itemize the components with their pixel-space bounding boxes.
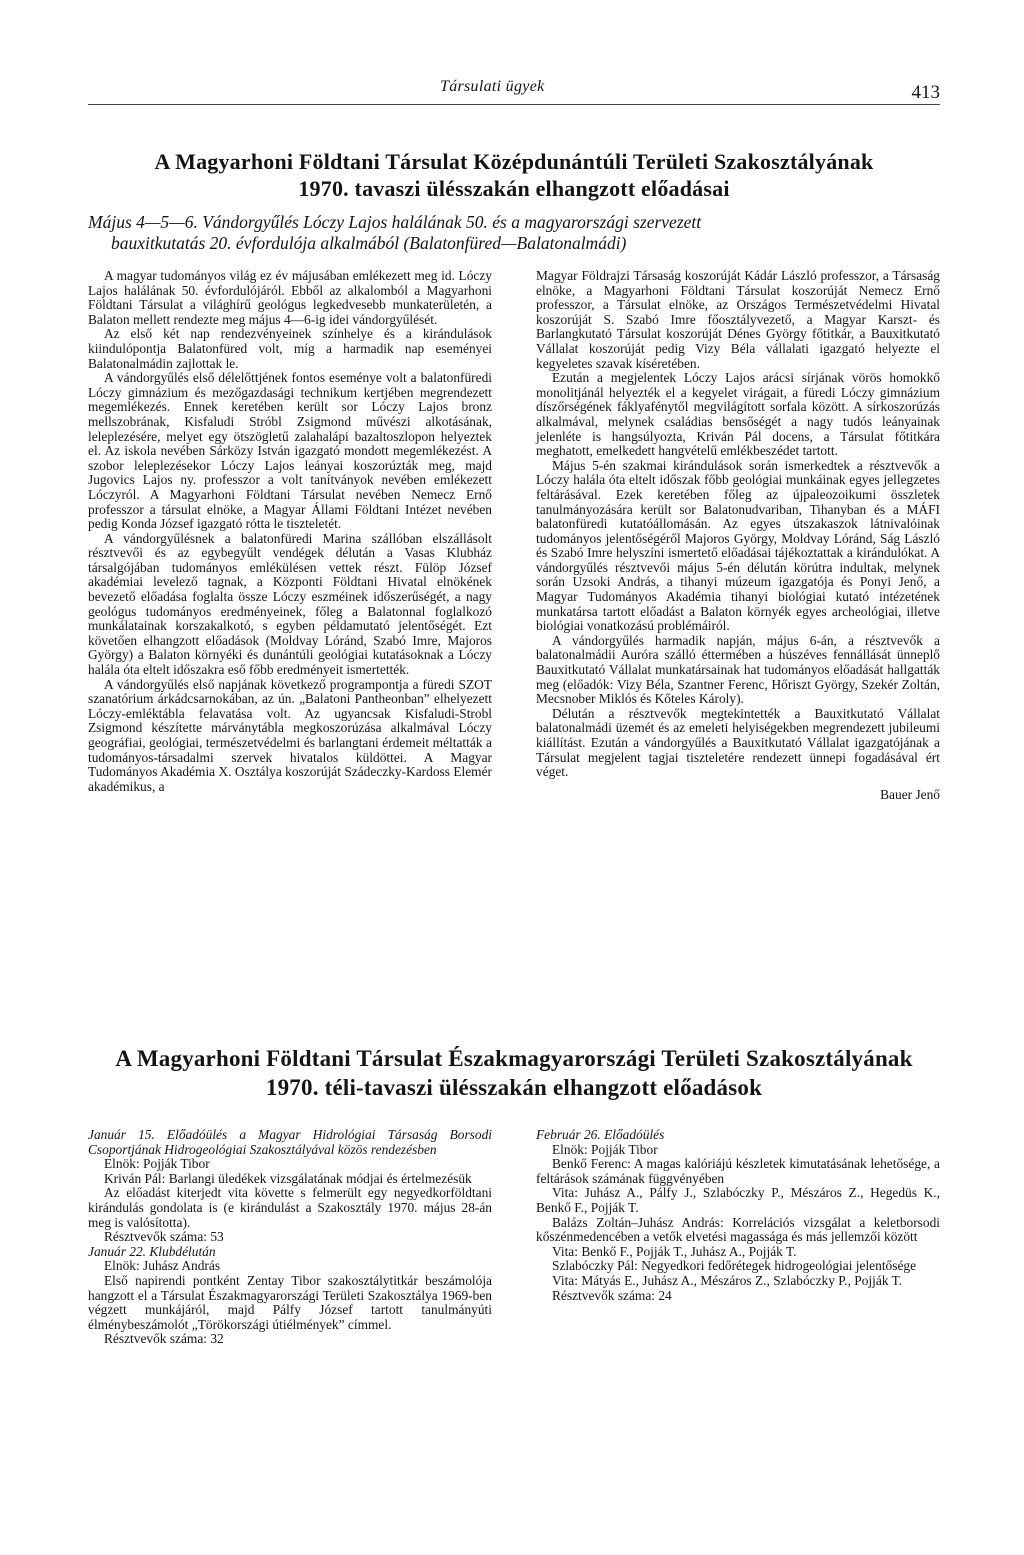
entry-line: Vita: Benkő F., Pojják T., Juhász A., Pojják T. xyxy=(552,1243,797,1259)
section1-title-line2: 1970. tavaszi ülésszakán elhangzott előadásai xyxy=(298,176,730,201)
entry-line: Elnök: Pojják Tibor xyxy=(104,1156,210,1172)
entry-line: Résztvevők száma: 53 xyxy=(104,1229,224,1245)
entry-line: Az előadást kiterjedt vita követte s felmerült egy negyedkorföldtani kirándulás gondolata is (e kirándulást a Szakosztály 1970. május 28-án meg is valósította). xyxy=(88,1185,492,1230)
running-head-title: Társulati ügyek xyxy=(440,78,545,95)
paragraph: Május 5-én szakmai kirándulások során ismerkedtek a résztvevők a Lóczy halála óta eltelt időszak főbb geológiai munkáinak egyes jellegzetes feltárásával. Ezek keretében főleg az újpaleozoikumi összletek tanulmányozására került sor Balatonudvariban, Tihanyban és a MÁFI balatonfüredi kutatóállomásán. Az egyes útszakaszok látnivalóinak tudományos jelentőségéről Majoros György, Moldvay Lóránd, Ság László és Szabó Imre helyszíni ismertető előadásai tájékoztattak a kirándulókat. A vándorgyűlés résztvevői május 5-én délután körútra indultak, melynek során Uzsoki András, a tihanyi múzeum igazgatója és Ponyi Jenő, a Magyar Tudományos Akadémia tihanyi biológiai kutató intézetének munkatársa tartott előadást a Balaton környék egyes archeológiai, illetve biológiai vonatkozású problémáiról. xyxy=(536,457,940,634)
entry-line: Elnök: Pojják Tibor xyxy=(552,1141,658,1157)
paragraph: A magyar tudományos világ ez év májusában emlékezett meg id. Lóczy Lajos halálának 50. évfordulójáról. Ebből az alkalomból a Magyarhoni Földtani Társulat a világhírű geológus legkedvesebb munkaterületén, a Balaton mellett rendezte meg május 4—6-ig idei vándorgyűlését. xyxy=(88,268,492,327)
entry-line: Szlabóczky Pál: Negyedkori fedőrétegek hidrogeológiai jelentősége xyxy=(552,1258,917,1274)
entry-line: Vita: Juhász A., Pálfy J., Szlabóczky P., Mészáros Z., Hegedüs K., Benkő F., Pojják T. xyxy=(536,1185,940,1215)
section1-column-left xyxy=(88,269,492,794)
paragraph: A vándorgyűlésnek a balatonfüredi Marina szállóban elszállásolt résztvevői és az egybegyűlt vendégek délután a Vasas Klubház társalgójában tudományos emlékülésen vettek részt. Fülöp József akadémiai levelező tagnak, a Központi Földtani Hivatal elnökének bevezető előadása foglalta össze Lóczy eszméinek időszerűségét, a nagy geológus tudományos eredményeinek, főleg a Balatonnal foglalkozó munkálatainak korszakalkotó, s egyben példamutató jelentőségét. Ezt követően elhangzott előadások (Moldvay Lóránd, Szabó Imre, Majoros György) a Balaton környéki és dunántúli geológiai kutatásoknak a Lóczy halála óta eltelt időszakra eső főbb eredményeit ismertették. xyxy=(88,530,492,678)
entry-heading: Február 26. Előadóülés xyxy=(536,1127,665,1142)
section2-title-line2: 1970. téli-tavaszi ülésszakán elhangzott előadások xyxy=(265,1075,763,1100)
author-signature: Bauer Jenő xyxy=(880,786,940,802)
paragraph: A vándorgyűlés első délelőttjének fontos eseménye volt a balatonfüredi Lóczy gimnázium és mezőgazdasági technikum kertjében megrendezett megemlékezés. Ennek keretében került sor Lóczy Lajos bronz mellszobrának, Kisfaludi Stróbl Zsigmond művészi alkotásának, leleplezésére, melyet egy ötszögletű zalahalápi bazaltoszlopon helyeztek el. Az iskola nevében Sárközy István igazgató mondott megemlékezést. A szobor leleplezésekor Lóczy Lajos leányai koszorúzták meg, majd Jugovics Lajos ny. professzor a volt tanítványok nevében emlékezett Lóczyról. A Magyarhoni Földtani Társulat nevében Nemecz Ernő professzor a társulat elnöke, a Magyar Állami Földtani Intézet nevében pedig Konda József igazgató rótta le tiszteletét. xyxy=(88,370,492,532)
entry-line: Balázs Zoltán–Juhász András: Korrelációs vizsgálat a keletborsodi kőszénmedencében a vetők elvetési magassága és más jellemzői között xyxy=(536,1214,940,1245)
entry-line: Első napirendi pontként Zentay Tibor szakosztálytitkár beszámolója hangzott el a Társulat Északmagyarországi Területi Szakosztálya 1969-ben végzett munkájáról, majd Pálfy József tartott tanulmányúti élménybeszámolót „Törökországi útiélmények” címmel. xyxy=(88,1272,492,1332)
section2-title xyxy=(88,1044,940,1102)
page-number: 413 xyxy=(911,82,940,103)
section1-title-line1: A Magyarhoni Földtani Társulat Középdunántúli Területi Szakosztályának xyxy=(154,149,874,174)
section1-title xyxy=(88,148,940,202)
section2-column-left xyxy=(88,1128,492,1347)
paragraph: Ezután a megjelentek Lóczy Lajos arácsi sírjának vörös homokkő monolitjánál helyezték el a kegyelet virágait, a füredi Lóczy gimnázium díszőrségének fáklyafénytől megvilágított sorfala között. A sírkoszorúzás alkalmával, melynek családias bensőségét a nagy tudós leányainak jelenléte is hangsúlyozta, Kriván Pál docens, a Társulat főtitkára meghatott, emelkedett hangvételű emlékbeszédet tartott. xyxy=(536,370,940,459)
entry-line: Benkő Ferenc: A magas kalóriájú készletek kimutatásának lehetősége, a feltárások számának függvényében xyxy=(536,1156,940,1186)
running-head xyxy=(88,78,940,105)
section2-column-right xyxy=(536,1128,940,1303)
entry-line: Elnök: Juhász András xyxy=(104,1258,221,1274)
entry-line: Résztvevők száma: 32 xyxy=(104,1331,224,1347)
journal-page xyxy=(88,0,940,1555)
entry-heading: Január 22. Klubdélután xyxy=(88,1243,216,1259)
paragraph: Délután a résztvevők megtekintették a Bauxitkutató Vállalat balatonalmádi üzemét és az emeleti helyiségekben megrendezett jubileumi kiállítást. Ezután a vándorgyűlés a Bauxitkutató Vállalat igazgatójának a Társulat megjelent tagjai tiszteletére rendezett ünnepi fogadásával ért véget. xyxy=(536,705,940,780)
section1-subtitle-line1: Május 4—5—6. Vándorgyűlés Lóczy Lajos halálának 50. és a magyarországi szervezett xyxy=(88,212,702,232)
section1-column-right xyxy=(536,269,940,802)
entry-line: Résztvevők száma: 24 xyxy=(552,1287,672,1303)
entry-line: Kriván Pál: Barlangi üledékek vizsgálatának módjai és értelmezésük xyxy=(104,1170,472,1186)
section2-title-line1: A Magyarhoni Földtani Társulat Északmagyarországi Területi Szakosztályának xyxy=(115,1046,913,1071)
entry-line: Vita: Mátyás E., Juhász A., Mészáros Z., Szlabóczky P., Pojják T. xyxy=(552,1272,903,1288)
paragraph: Az első két nap rendezvényeinek színhelye és a kirándulások kiindulópontja Balatonfüred volt, míg a harmadik nap eseményei Balatonalmádin zajlottak le. xyxy=(88,326,492,371)
section1-subtitle xyxy=(88,212,940,254)
paragraph: A vándorgyűlés első napjának következő programpontja a füredi SZOT szanatórium árkádcsarnokában, az ún. „Balatoni Pantheonban” elhelyezett Lóczy-emléktábla felavatása volt. Az ugyancsak Kisfaludi-Strobl Zsigmond készítette márványtábla megkoszorúzása alkalmával Lóczy geográfiai, geológiai, természetvédelmi és barlangtani érdemeit méltatták a tudományos-társadalmi szervek hivatalos küldöttei. A Magyar Tudományos Akadémia X. Osztálya koszorúját Szádeczky-Kardoss Elemér akadémikus, a xyxy=(88,676,492,794)
paragraph: A vándorgyűlés harmadik napján, május 6-án, a résztvevők a balatonalmádii Auróra szálló éttermében a húszéves fennállását ünneplő Bauxitkutató Vállalat munkatársainak hat tudományos előadását hallgatták meg (előadók: Vizy Béla, Szantner Ferenc, Hőriszt György, Szekér Zoltán, Mecsnober Miklós és Kőteles Károly). xyxy=(536,632,940,707)
entry-heading: Január 15. Előadóülés a Magyar Hidrológiai Társaság Borsodi Csoportjának Hidrogeológiai Szakosztályával közös rendezésben xyxy=(88,1127,492,1157)
paragraph: Magyar Földrajzi Társaság koszorúját Kádár László professzor, a Társaság elnöke, a Magyarhoni Földtani Társulat koszorúját Nemecz Ernő professzor, a Társulat elnöke, az Országos Természetvédelmi Hivatal koszorúját S. Szabó Imre főosztályvezető, a Magyar Karszt- és Barlangkutató Társulat koszorúját Dénes György főtitkár, a Bauxitkutató Vállalat koszorúját pedig Vizy Béla vállalati igazgató helyezte el kegyeletes szavak kíséretében. xyxy=(536,268,940,371)
section1-subtitle-line2: bauxitkutatás 20. évfordulója alkalmából (Balatonfüred—Balatonalmádi) xyxy=(111,233,627,253)
